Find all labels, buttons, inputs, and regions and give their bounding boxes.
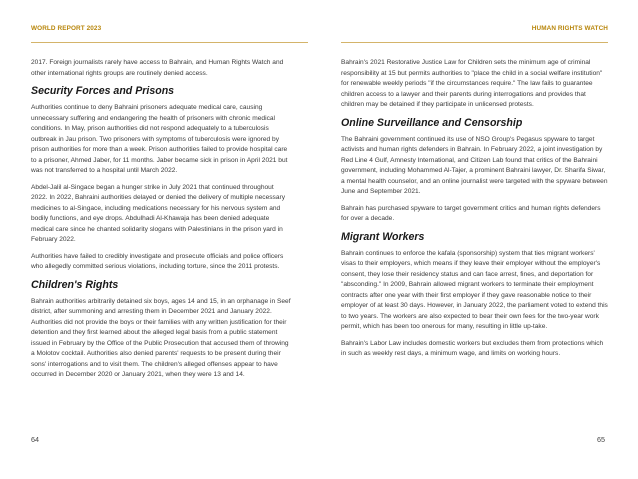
paragraph: The Bahraini government continued its use of NSO Group's Pegasus spyware to target activists and human rights defenders in Bahrain. In February 2022, a joint investigation by Red Line 4 Gulf, Amnesty International, and Citizen Lab found that critics of the Bahraini government, including Mohammed Al-Tajer, a prominent Bahraini lawyer, Dr. Sharifa Siwar, a mental health counselor, and an online journalist were targeted with the spyware between June and September 2021. (341, 135, 608, 195)
section-heading: Online Surveillance and Censorship (341, 116, 523, 129)
running-header-right: HUMAN RIGHTS WATCH (531, 25, 608, 32)
right-column (341, 58, 608, 366)
header-rule-right (341, 42, 608, 43)
paragraph: Authorities have failed to credibly investigate and prosecute officials and police officers who allegedly committed serious violations, including torture, since the 2011 protests. (31, 252, 284, 270)
section-heading: Security Forces and Prisons (31, 85, 175, 97)
paragraph: Bahrain has purchased spyware to target government critics and human rights defenders for over a decade. (341, 204, 601, 222)
paragraph: Bahrain's Labor Law includes domestic workers but excludes them from protections which in such as weekly rest days, a minimum wage, and limits on working hours. (341, 339, 604, 357)
paragraph: 2017. Foreign journalists rarely have access to Bahrain, and Human Rights Watch and other international rights groups are routinely denied access. (31, 59, 284, 77)
running-header-left: WORLD REPORT 2023 (31, 25, 102, 32)
header-rule-left (31, 42, 308, 43)
paragraph: Bahrain authorities arbitrarily detained six boys, ages 14 and 15, in an orphanage in Seef district, after summoning and arresting them in December 2021 and January 2022. Authorities did not provide the boys or their families with any written justification for their detention and they first learned about the alleged legal basis from a public statement issued in February by the Office of the Public Prosecution that accused them of throwing a Molotov cocktail. Authorities also denied parents' requests to be present during their sons' interrogations and to visit them. The children's alleged offenses appear to have occurred in December 2020 or January 2021, when they were 13 and 14. (31, 297, 291, 378)
paragraph: Bahrain continues to enforce the kafala (sponsorship) system that ties migrant workers' visas to their employers, which means if they leave their employer without the employer's consent, they lose their residency status and can face arrest, fines, and deportation for "absconding." In 2009, Bahrain allowed migrant workers to terminate their employment contracts after one year with their first employer if they gave reasonable notice to their employer of at least 30 days. However, in January 2022, the parliament voted to extend this to two years. The workers are also expected to bear their own fees for the two-year work permit, which has been too onerous for many, resulting in little up-take. (341, 249, 608, 330)
paragraph: Abdel-Jalil al-Singace began a hunger strike in July 2021 that continued throughout 2022. In 2022, Bahraini authorities delayed or denied the delivery of multiple necessary medicines to al-Singace, including medications necessary for his nervous system and bodily functions, and eye drops. Abdulhadi Al-Khawaja has been denied adequate medical care since he chanted solidarity slogans with Palestinians in the prison yard in February 2022. (31, 183, 286, 243)
left-column (31, 58, 291, 387)
section-heading: Migrant Workers (341, 230, 425, 243)
paragraph: Bahrain's 2021 Restorative Justice Law for Children sets the minimum age of criminal responsibility at 15 but permits authorities to "place the child in a social welfare institution" for renewable weekly periods "if the circumstances require." The law fails to guarantee children access to a lawyer and their parents during interrogations and provides that children may be detained if they participate in unlicensed protests. (341, 59, 603, 108)
page-number-right: 65 (597, 435, 605, 444)
section-heading: Children's Rights (31, 278, 119, 291)
paragraph: Authorities continue to deny Bahraini prisoners adequate medical care, causing unnecessary suffering and endangering the health of prisoners with chronic medical conditions. In May, prison authorities did not respond adequately to a tuberculosis outbreak in Jau prison. Two prisoners with symptoms of tuberculosis were ignored by prison authorities for more than a week. Prison authorities failed to provide hospital care to a prisoner, Ahmed Jaber, for 11 months. Jaber became sick in prison in April 2021 but was not transferred to a hospital until March 2022. (31, 104, 288, 174)
page-number-left: 64 (31, 435, 39, 444)
